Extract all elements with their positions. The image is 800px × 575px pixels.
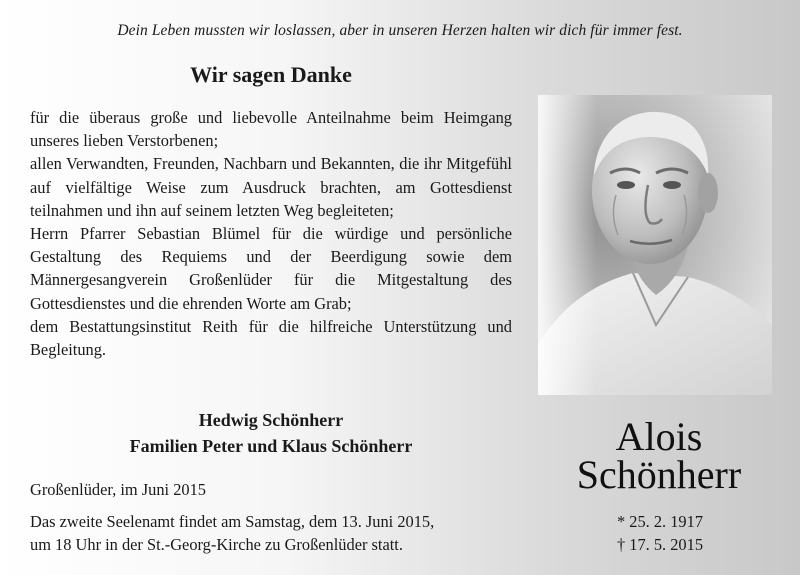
notice-line-2: um 18 Uhr in der St.-Georg-Kirche zu Großenlüder statt.	[30, 535, 403, 555]
paragraph-funeral-home: dem Bestattungsinstitut Reith für die hilfreiche Unterstützung und Begleitung.	[30, 316, 512, 360]
portrait-photo	[538, 95, 772, 395]
motto: Dein Leben mussten wir loslassen, aber in unseren Herzen halten wir dich für immer fest.	[117, 22, 683, 39]
paragraph-condolences: für die überaus große und liebevolle Anteilnahme beim Heimgang unseres lieben Verstorbenen;	[30, 108, 512, 151]
life-dates	[560, 510, 760, 556]
paragraph-pastor: Herrn Pfarrer Sebastian Blümel für die würdige und persönliche Gestaltung des Requiems und der Beerdigung sowie dem Männergesangverein Großenlüder für die Mitgestaltung des Gottesdienstes und die ehrenden Worte am Grab;	[30, 224, 512, 313]
signature-line-2: Familien Peter und Klaus Schönherr	[129, 436, 413, 456]
birth-date: * 25. 2. 1917	[616, 512, 704, 531]
deceased-last-name: Schönherr	[576, 452, 742, 497]
signature	[30, 407, 512, 459]
notice-line-1: Das zweite Seelenamt findet am Samstag, dem 13. Juni 2015,	[30, 512, 435, 531]
deceased-first-name: Alois	[615, 414, 703, 459]
paragraph-relatives: allen Verwandten, Freunden, Nachbarn und Bekannten, die ihr Mitgefühl auf vielfältige Weise zum Ausdruck brachten, am Gottesdienst teilnahmen und ihn auf seinem letzten Weg begleiteten;	[30, 154, 512, 220]
place-date: Großenlüder, im Juni 2015	[30, 480, 206, 499]
portrait-image	[538, 95, 772, 395]
thanks-text	[30, 106, 512, 361]
signature-line-1: Hedwig Schönherr	[198, 410, 344, 430]
heading-thanks: Wir sagen Danke	[190, 62, 352, 87]
deceased-name	[548, 414, 770, 497]
death-date: † 17. 5. 2015	[616, 535, 704, 555]
memorial-mass-notice	[30, 510, 530, 556]
